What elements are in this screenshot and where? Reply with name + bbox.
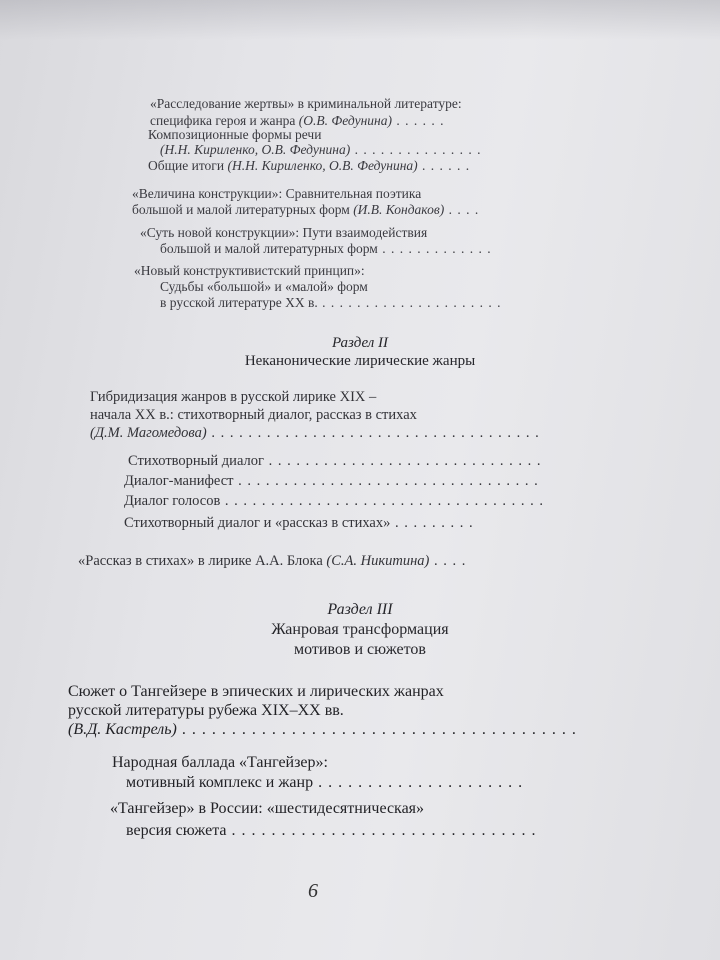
section-label: Раздел II [331, 335, 389, 351]
toc-author: (Н.Н. Кириленко, О.В. Федунина) [227, 158, 418, 173]
section-title: мотивов и сюжетов [294, 641, 426, 658]
toc-line: «Новый конструктивистский принцип»: [134, 263, 365, 278]
toc-dots: . . . . . . . . . . . . . . . . . . . . . [313, 774, 524, 791]
toc-author: (С.А. Никитина) [326, 553, 430, 569]
toc-dots: . . . . [429, 553, 467, 569]
toc-line: Народная баллада «Тангейзер»: [112, 754, 328, 771]
toc-author: (В.Д. Кастрель) [68, 721, 177, 738]
page-number: 6 [308, 880, 318, 902]
toc-author: (И.В. Кондаков) [353, 202, 445, 217]
toc-line: Судьбы «большой» и «малой» форм [160, 279, 368, 294]
toc-dots: . . . . . . . . . . . . . . . . . . . . . [317, 295, 502, 310]
toc-dots: . . . . . . . . . . . . . . . . . . . . . . . . . . . . . . . [226, 822, 537, 839]
toc-line: большой и малой литературных форм . . . . . . . . . . . . . [160, 241, 492, 256]
toc-line: Сюжет о Тангейзере в эпических и лирических жанрах [68, 683, 444, 700]
toc-line: русской литературы рубежа XIX–XX вв. [68, 702, 344, 719]
toc-author: (Н.Н. Кириленко, О.В. Федунина) [160, 142, 351, 157]
toc-line: Стихотворный диалог . . . . . . . . . . . . . . . . . . . . . . . . . . . . . . [128, 453, 542, 469]
toc-line [68, 721, 577, 739]
toc-line: Стихотворный диалог и «рассказ в стихах» . . . . . . . . . [124, 515, 474, 531]
toc-dots: . . . . . . . . . [390, 515, 474, 531]
section-label: Раздел III [327, 601, 393, 618]
toc-author: (О.В. Федунина) [298, 113, 392, 128]
page-edge-shadow [0, 0, 720, 40]
toc-dots: . . . . . . . . . . . . . . . . . . . . . . . . . . . . . . . . . . . . [206, 425, 540, 441]
toc-line: «Рассказ в стихах» в лирике А.А. Блока (С.А. Никитина) . . . . [78, 553, 467, 569]
toc-line [90, 424, 540, 442]
section-title: Неканонические лирические жанры [244, 353, 476, 369]
toc-line: версия сюжета . . . . . . . . . . . . . . . . . . . . . . . . . . . . . . . [126, 822, 537, 839]
toc-dots: . . . . . . [417, 158, 471, 173]
toc-dots: . . . . . . [391, 113, 445, 128]
toc-dots: . . . . . . . . . . . . . . . . . . . . . . . . . . . . . . . . . [233, 473, 539, 489]
toc-dots: . . . . [444, 202, 480, 217]
toc-line: Диалог-манифест . . . . . . . . . . . . . . . . . . . . . . . . . . . . . . . . . [124, 473, 539, 489]
toc-line: Композиционные формы речи [148, 127, 322, 142]
toc-line: мотивный комплекс и жанр . . . . . . . . . . . . . . . . . . . . . [126, 774, 524, 791]
toc-dots: . . . . . . . . . . . . . . . . . . . . . . . . . . . . . . . . . . . [220, 493, 545, 509]
toc-line: Диалог голосов . . . . . . . . . . . . . . . . . . . . . . . . . . . . . . . . . . . [124, 493, 545, 509]
toc-line: специфика героя и жанра (О.В. Федунина) . . . . . . [150, 113, 445, 128]
toc-line: «Расследование жертвы» в криминальной литературе: [150, 96, 462, 111]
toc-dots: . . . . . . . . . . . . . [377, 241, 492, 256]
toc-line: «Тангейзер» в России: «шестидесятническая» [110, 800, 425, 817]
toc-dots: . . . . . . . . . . . . . . . . . . . . . . . . . . . . . . [263, 453, 542, 469]
toc-line: «Величина конструкции»: Сравнительная поэтика [132, 186, 422, 201]
toc-dots: . . . . . . . . . . . . . . . [350, 142, 482, 157]
toc-line: Гибридизация жанров в русской лирике XIX – [90, 389, 377, 405]
toc-line: Общие итоги (Н.Н. Кириленко, О.В. Федунина) . . . . . . [148, 158, 471, 173]
toc-author: (Д.М. Магомедова) [90, 425, 207, 441]
toc-line: большой и малой литературных форм (И.В. Кондаков) . . . . [132, 202, 480, 217]
section-title: Жанровая трансформация [271, 621, 449, 638]
toc-dots: . . . . . . . . . . . . . . . . . . . . . . . . . . . . . . . . . . . . . . . . [176, 721, 577, 738]
toc-line: в русской литературе XX в. . . . . . . . . . . . . . . . . . . . . . [160, 295, 502, 310]
toc-line: «Суть новой конструкции»: Пути взаимодействия [140, 225, 428, 240]
toc-line: начала XX в.: стихотворный диалог, рассказ в стихах [90, 407, 417, 423]
